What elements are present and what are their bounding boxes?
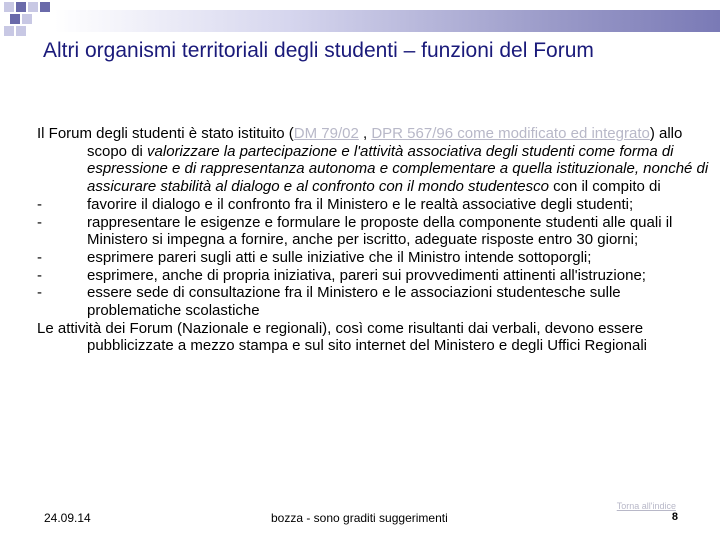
list-item (37, 284, 717, 319)
list-item (37, 214, 717, 249)
back-to-index-link[interactable]: Torna all'indice (616, 501, 676, 511)
bullet-text: favorire il dialogo e il confronto fra il Ministero e le realtà associative degli studenti; (87, 195, 634, 213)
page-number: 8 (671, 511, 678, 523)
link-dpr-567-96[interactable]: DPR 567/96 come modificato ed integrato (371, 125, 650, 142)
bullet-dash: - (37, 248, 42, 266)
closing-paragraph: Le attività dei Forum (Nazionale e regionali), così come risultanti dai verbali, devono essere pubblicizzate a mezzo stampa e sul sito internet del Ministero e degli Uffici Regionali (37, 319, 648, 355)
list-item (37, 196, 717, 214)
footer-note: bozza - sono graditi suggerimenti (271, 511, 448, 525)
list-item (37, 249, 717, 267)
bullet-dash: - (37, 213, 42, 231)
bullet-dash: - (37, 284, 42, 302)
list-item (37, 267, 717, 285)
bullet-text: esprimere, anche di propria iniziativa, pareri sui provvedimenti attinenti all'istruzione; (87, 266, 646, 284)
intro-after: con il compito di (548, 178, 661, 196)
intro-before: Il Forum degli studenti è stato istituito ( (37, 125, 294, 142)
intro-middle: ) allo scopo di (87, 125, 683, 160)
intro-paragraph (37, 125, 717, 196)
header-gradient-band (55, 10, 720, 32)
intro-sep: , (358, 125, 372, 142)
bullet-text: essere sede di consultazione fra il Ministero e le associazioni studentesche sulle problematiche scolastiche (87, 284, 621, 320)
footer-date: 24.09.14 (44, 511, 91, 525)
slide-body (37, 125, 717, 355)
slide-title: Altri organismi territoriali degli studenti – funzioni del Forum (43, 39, 594, 62)
bullet-text: esprimere pareri sugli atti e sulle iniziative che il Ministro intende sottoporgli; (87, 248, 592, 266)
intro-italic: valorizzare la partecipazione e l'attività associativa degli studenti come forma di espressione e di rappresentanza autonoma e complementare a quella istituzionale, nonché di assicurare stabilità al dialogo e al confronto con il mondo studentesco (87, 142, 709, 196)
bullet-dash: - (37, 266, 42, 284)
bullet-text: rappresentare le esigenze e formulare le proposte della componente studenti alle quali il Ministero si impegna a fornire, anche per iscritto, adeguate risposte entro 30 giorni; (87, 213, 673, 249)
link-dm-79-02[interactable]: DM 79/02 (293, 125, 359, 142)
bullet-dash: - (37, 195, 42, 213)
